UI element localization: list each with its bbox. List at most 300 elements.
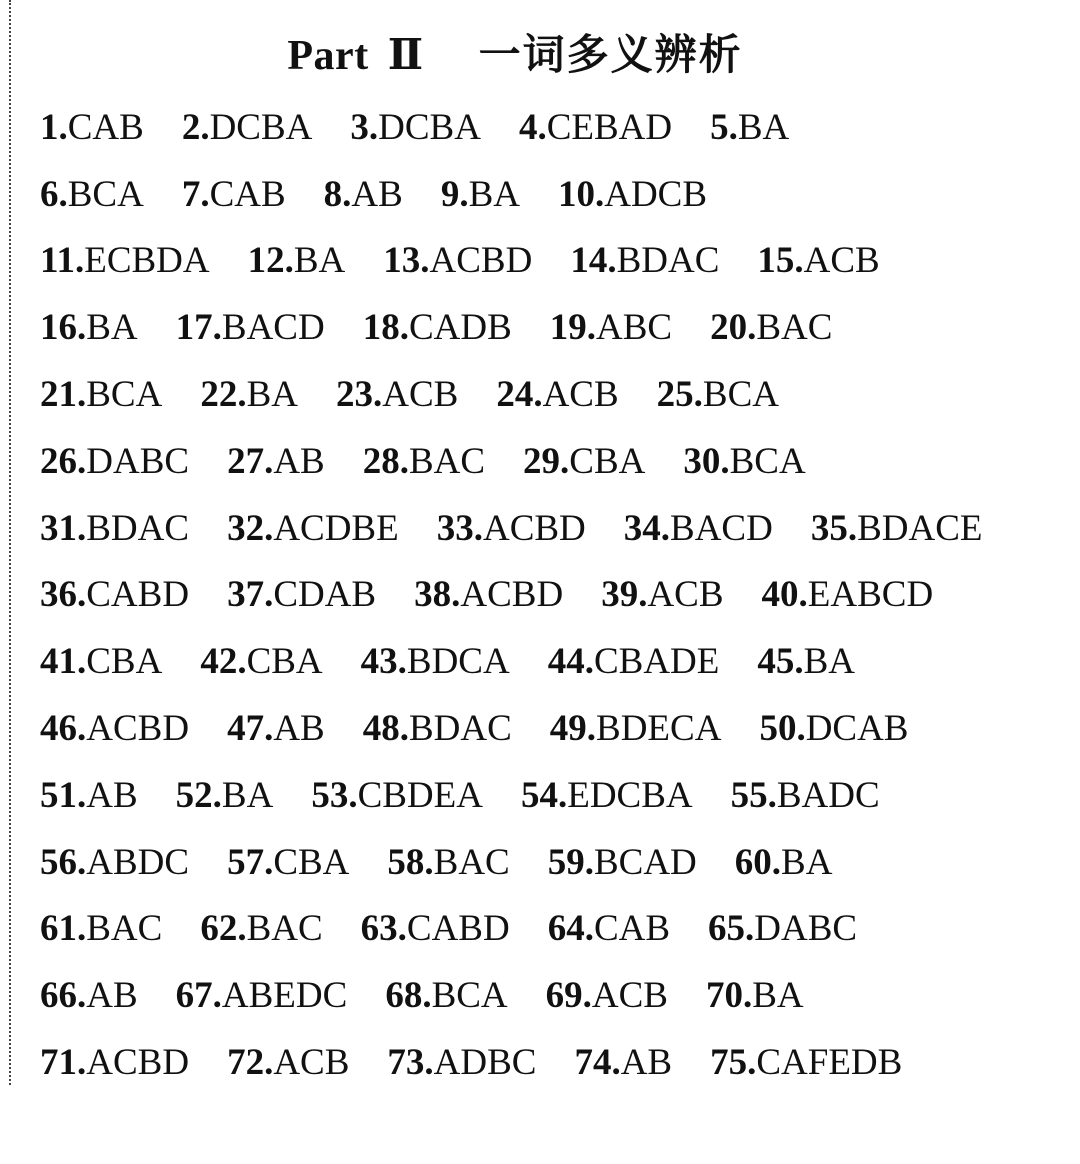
answer-row bbox=[40, 829, 1060, 896]
question-number: 2 bbox=[181, 106, 201, 148]
answer-letters: ADBC bbox=[433, 1042, 537, 1084]
number-separator: . bbox=[77, 1042, 87, 1084]
answer-item bbox=[40, 841, 190, 883]
answer-item bbox=[362, 307, 512, 349]
number-separator: . bbox=[611, 1042, 621, 1084]
number-separator: . bbox=[77, 708, 87, 750]
question-number: 14 bbox=[570, 240, 608, 282]
answer-item bbox=[656, 374, 779, 416]
question-number: 34 bbox=[623, 507, 661, 549]
answer-item bbox=[311, 774, 483, 816]
number-separator: . bbox=[422, 975, 432, 1017]
answer-letters: CABD bbox=[406, 908, 510, 950]
question-number: 7 bbox=[181, 173, 201, 215]
number-separator: . bbox=[77, 975, 87, 1017]
question-number: 64 bbox=[547, 908, 585, 950]
answer-item bbox=[200, 908, 323, 950]
answer-letters: CBA bbox=[86, 641, 163, 683]
answer-letters: BADC bbox=[776, 774, 880, 816]
answer-item bbox=[523, 440, 646, 482]
answer-item bbox=[383, 240, 533, 282]
answer-item bbox=[227, 507, 399, 549]
answer-letters: BDACE bbox=[857, 507, 983, 549]
answer-item bbox=[436, 507, 586, 549]
question-number: 42 bbox=[200, 641, 238, 683]
question-number: 9 bbox=[440, 173, 460, 215]
answer-item bbox=[547, 641, 720, 683]
number-separator: . bbox=[264, 507, 274, 549]
answer-letters: BAC bbox=[756, 307, 833, 349]
question-number: 57 bbox=[227, 841, 265, 883]
answer-letters: DCBA bbox=[209, 106, 313, 148]
answer-item bbox=[40, 708, 190, 750]
answer-item bbox=[810, 507, 983, 549]
number-separator: . bbox=[58, 173, 68, 215]
question-number: 54 bbox=[520, 774, 558, 816]
answer-letters: BA bbox=[781, 841, 833, 883]
answer-item bbox=[40, 507, 190, 549]
answer-item bbox=[40, 574, 190, 616]
number-separator: . bbox=[58, 106, 68, 148]
answer-item bbox=[360, 641, 510, 683]
answer-item bbox=[40, 975, 138, 1017]
answer-item bbox=[387, 841, 510, 883]
answer-item bbox=[323, 173, 403, 215]
answer-letters: AB bbox=[86, 774, 138, 816]
number-separator: . bbox=[212, 307, 222, 349]
title-part: Part bbox=[287, 33, 369, 79]
question-number: 24 bbox=[496, 374, 534, 416]
question-number: 65 bbox=[708, 908, 746, 950]
number-separator: . bbox=[745, 908, 755, 950]
title-roman-numeral: Ⅱ bbox=[387, 33, 424, 79]
number-separator: . bbox=[212, 774, 222, 816]
answer-letters: ACB bbox=[273, 1042, 350, 1084]
answer-letters: CABD bbox=[86, 574, 190, 616]
answer-item bbox=[601, 574, 724, 616]
answer-item bbox=[761, 574, 934, 616]
answer-letters: BDAC bbox=[616, 240, 720, 282]
answer-item bbox=[708, 908, 858, 950]
question-number: 20 bbox=[710, 307, 748, 349]
number-separator: . bbox=[607, 240, 617, 282]
dotted-margin-line bbox=[9, 0, 11, 1085]
question-number: 5 bbox=[710, 106, 729, 148]
answer-grid bbox=[40, 94, 1060, 1096]
number-separator: . bbox=[397, 641, 407, 683]
number-separator: . bbox=[264, 440, 274, 482]
number-separator: . bbox=[847, 507, 858, 549]
answer-item bbox=[683, 440, 806, 482]
answer-letters: BA bbox=[221, 774, 274, 816]
answer-letters: AB bbox=[86, 975, 138, 1017]
answer-letters: BCA bbox=[729, 440, 806, 482]
number-separator: . bbox=[372, 374, 383, 416]
number-separator: . bbox=[264, 841, 274, 883]
number-separator: . bbox=[798, 574, 808, 616]
number-separator: . bbox=[584, 641, 594, 683]
number-separator: . bbox=[237, 641, 247, 683]
answer-row bbox=[40, 361, 1060, 428]
answer-row bbox=[40, 228, 1060, 295]
question-number: 17 bbox=[175, 307, 213, 349]
question-number: 25 bbox=[656, 374, 694, 416]
answer-item bbox=[181, 106, 313, 148]
number-separator: . bbox=[212, 975, 222, 1017]
question-number: 52 bbox=[175, 774, 213, 816]
question-number: 37 bbox=[227, 574, 265, 616]
answer-item bbox=[40, 1042, 190, 1084]
answer-letters: CADB bbox=[408, 307, 512, 349]
number-separator: . bbox=[74, 240, 85, 282]
question-number: 44 bbox=[547, 641, 585, 683]
question-number: 45 bbox=[757, 641, 795, 683]
number-separator: . bbox=[348, 774, 358, 816]
number-separator: . bbox=[77, 307, 87, 349]
answer-letters: BA bbox=[737, 106, 790, 148]
answer-item bbox=[40, 908, 163, 950]
answer-row bbox=[40, 94, 1060, 161]
answer-item bbox=[181, 173, 286, 215]
answer-letters: CBA bbox=[569, 440, 646, 482]
answer-letters: CAFEDB bbox=[756, 1042, 903, 1084]
answer-item bbox=[227, 440, 325, 482]
question-number: 60 bbox=[734, 841, 772, 883]
number-separator: . bbox=[77, 507, 87, 549]
question-number: 30 bbox=[683, 440, 721, 482]
answer-item bbox=[40, 641, 163, 683]
number-separator: . bbox=[77, 641, 87, 683]
answer-letters: BA bbox=[293, 240, 346, 282]
question-number: 19 bbox=[549, 307, 587, 349]
answer-item bbox=[40, 307, 138, 349]
number-separator: . bbox=[794, 641, 804, 683]
number-separator: . bbox=[420, 240, 430, 282]
answer-letters: ADCB bbox=[604, 173, 708, 215]
number-separator: . bbox=[77, 574, 87, 616]
question-number: 50 bbox=[759, 708, 797, 750]
number-separator: . bbox=[459, 173, 469, 215]
question-number: 58 bbox=[387, 841, 425, 883]
answer-item bbox=[757, 641, 856, 683]
number-separator: . bbox=[399, 440, 409, 482]
number-separator: . bbox=[557, 774, 568, 816]
answer-letters: BDAC bbox=[86, 507, 190, 549]
answer-item bbox=[710, 307, 833, 349]
answer-letters: CBA bbox=[246, 641, 323, 683]
answer-letters: ACB bbox=[803, 240, 880, 282]
answer-item bbox=[227, 841, 350, 883]
answer-letters: ACBD bbox=[429, 240, 533, 282]
number-separator: . bbox=[560, 440, 570, 482]
answer-row bbox=[40, 428, 1060, 495]
number-separator: . bbox=[747, 1042, 757, 1084]
answer-item bbox=[175, 975, 348, 1017]
answer-letters: BCA bbox=[86, 374, 163, 416]
answer-letters: AB bbox=[351, 173, 403, 215]
question-number: 29 bbox=[523, 440, 561, 482]
question-number: 15 bbox=[757, 240, 795, 282]
question-number: 53 bbox=[311, 774, 349, 816]
question-number: 18 bbox=[362, 307, 400, 349]
number-separator: . bbox=[284, 240, 294, 282]
answer-letters: ACB bbox=[382, 374, 459, 416]
question-number: 32 bbox=[227, 507, 265, 549]
answer-item bbox=[549, 307, 673, 349]
question-number: 56 bbox=[40, 841, 77, 883]
question-number: 73 bbox=[387, 1042, 425, 1084]
answer-letters: ECBDA bbox=[84, 240, 210, 282]
number-separator: . bbox=[771, 841, 782, 883]
answer-item bbox=[362, 708, 512, 750]
question-number: 61 bbox=[40, 908, 77, 950]
question-number: 13 bbox=[383, 240, 421, 282]
number-separator: . bbox=[397, 908, 407, 950]
question-number: 69 bbox=[545, 975, 583, 1017]
answer-letters: BAC bbox=[246, 908, 323, 950]
answer-letters: ABDC bbox=[86, 841, 190, 883]
answer-letters: AB bbox=[273, 440, 325, 482]
answer-letters: BAC bbox=[86, 908, 163, 950]
number-separator: . bbox=[794, 240, 804, 282]
question-number: 38 bbox=[414, 574, 452, 616]
answer-letters: CBA bbox=[273, 841, 350, 883]
answer-row bbox=[40, 695, 1060, 762]
question-number: 43 bbox=[360, 641, 398, 683]
answer-item bbox=[547, 841, 697, 883]
question-number: 49 bbox=[549, 708, 587, 750]
number-separator: . bbox=[747, 307, 757, 349]
question-number: 74 bbox=[574, 1042, 612, 1084]
number-separator: . bbox=[77, 774, 87, 816]
answer-row bbox=[40, 161, 1060, 228]
number-separator: . bbox=[594, 173, 605, 215]
answer-item bbox=[545, 975, 668, 1017]
answer-item bbox=[570, 240, 720, 282]
answer-item bbox=[440, 173, 520, 215]
number-separator: . bbox=[586, 307, 597, 349]
question-number: 3 bbox=[350, 106, 369, 148]
answer-row bbox=[40, 762, 1060, 829]
answer-letters: BDAC bbox=[408, 708, 512, 750]
answer-item bbox=[730, 774, 880, 816]
question-number: 62 bbox=[200, 908, 238, 950]
question-number: 6 bbox=[40, 173, 59, 215]
answer-item bbox=[200, 374, 298, 416]
answer-letters: BACD bbox=[670, 507, 773, 549]
answer-item bbox=[247, 240, 346, 282]
question-number: 36 bbox=[40, 574, 77, 616]
number-separator: . bbox=[582, 975, 592, 1017]
question-number: 47 bbox=[227, 708, 265, 750]
answer-item bbox=[40, 374, 163, 416]
answer-letters: CBDEA bbox=[357, 774, 483, 816]
answer-letters: ACB bbox=[591, 975, 668, 1017]
answer-letters: ACB bbox=[542, 374, 619, 416]
answer-item bbox=[350, 106, 481, 148]
number-separator: . bbox=[264, 708, 274, 750]
question-number: 59 bbox=[547, 841, 585, 883]
answer-letters: ABC bbox=[596, 307, 673, 349]
question-number: 55 bbox=[730, 774, 768, 816]
number-separator: . bbox=[767, 774, 777, 816]
answer-item bbox=[227, 708, 325, 750]
number-separator: . bbox=[237, 908, 247, 950]
answer-letters: ACDBE bbox=[273, 507, 399, 549]
question-number: 41 bbox=[40, 641, 77, 683]
number-separator: . bbox=[451, 574, 461, 616]
question-number: 72 bbox=[227, 1042, 265, 1084]
number-separator: . bbox=[584, 841, 594, 883]
number-separator: . bbox=[77, 841, 87, 883]
answer-letters: ACBD bbox=[86, 708, 190, 750]
answer-letters: EABCD bbox=[807, 574, 934, 616]
answer-row bbox=[40, 294, 1060, 361]
answer-item bbox=[414, 574, 564, 616]
question-number: 48 bbox=[362, 708, 400, 750]
question-number: 23 bbox=[335, 374, 373, 416]
question-number: 66 bbox=[40, 975, 77, 1017]
answer-letters: BACD bbox=[221, 307, 325, 349]
answer-letters: AB bbox=[273, 708, 325, 750]
answer-letters: ACBD bbox=[460, 574, 564, 616]
question-number: 75 bbox=[710, 1042, 748, 1084]
answer-item bbox=[40, 440, 190, 482]
number-separator: . bbox=[584, 908, 594, 950]
question-number: 70 bbox=[705, 975, 743, 1017]
page-title bbox=[0, 22, 1030, 82]
question-number: 22 bbox=[200, 374, 238, 416]
answer-item bbox=[362, 440, 486, 482]
number-separator: . bbox=[424, 1042, 434, 1084]
answer-letters: BCA bbox=[431, 975, 508, 1017]
answer-item bbox=[705, 975, 804, 1017]
answer-item bbox=[734, 841, 833, 883]
answer-letters: BA bbox=[468, 173, 520, 215]
number-separator: . bbox=[660, 507, 671, 549]
question-number: 12 bbox=[247, 240, 285, 282]
question-number: 26 bbox=[40, 440, 77, 482]
answer-letters: ACBD bbox=[482, 507, 586, 549]
number-separator: . bbox=[537, 106, 547, 148]
answer-letters: CDAB bbox=[273, 574, 377, 616]
question-number: 28 bbox=[362, 440, 400, 482]
answer-letters: ACB bbox=[647, 574, 724, 616]
question-number: 21 bbox=[40, 374, 77, 416]
answer-letters: BDCA bbox=[406, 641, 510, 683]
answer-row bbox=[40, 896, 1060, 963]
answer-letters: DABC bbox=[754, 908, 858, 950]
question-number: 39 bbox=[601, 574, 639, 616]
number-separator: . bbox=[77, 374, 87, 416]
answer-letters: BCA bbox=[702, 374, 779, 416]
question-number: 71 bbox=[40, 1042, 77, 1084]
answer-letters: CEBAD bbox=[546, 106, 673, 148]
answer-letters: EDCBA bbox=[567, 774, 693, 816]
answer-letters: BAC bbox=[433, 841, 510, 883]
answer-letters: ABEDC bbox=[221, 975, 348, 1017]
answer-item bbox=[387, 1042, 537, 1084]
answer-item bbox=[360, 908, 510, 950]
answer-letters: BAC bbox=[408, 440, 486, 482]
number-separator: . bbox=[533, 374, 543, 416]
answer-row bbox=[40, 628, 1060, 695]
answer-letters: CAB bbox=[593, 908, 671, 950]
question-number: 8 bbox=[323, 173, 343, 215]
question-number: 51 bbox=[40, 774, 77, 816]
answer-item bbox=[40, 173, 144, 215]
title-topic: 一词多义辨析 bbox=[478, 30, 743, 79]
answer-letters: ACBD bbox=[86, 1042, 190, 1084]
question-number: 27 bbox=[227, 440, 265, 482]
answer-item bbox=[759, 708, 909, 750]
answer-item bbox=[757, 240, 880, 282]
answer-letters: CAB bbox=[209, 173, 286, 215]
question-number: 16 bbox=[40, 307, 77, 349]
number-separator: . bbox=[796, 708, 806, 750]
answer-letters: AB bbox=[620, 1042, 673, 1084]
number-separator: . bbox=[264, 1042, 274, 1084]
answer-row bbox=[40, 562, 1060, 629]
answer-item bbox=[574, 1042, 673, 1084]
question-number: 4 bbox=[518, 106, 538, 148]
answer-letters: BCAD bbox=[593, 841, 697, 883]
question-number: 68 bbox=[385, 975, 423, 1017]
question-number: 31 bbox=[40, 507, 77, 549]
answer-item bbox=[710, 106, 790, 148]
number-separator: . bbox=[693, 374, 703, 416]
answer-item bbox=[227, 1042, 350, 1084]
number-separator: . bbox=[728, 106, 738, 148]
number-separator: . bbox=[264, 574, 274, 616]
answer-item bbox=[557, 173, 708, 215]
number-separator: . bbox=[200, 173, 210, 215]
answer-row bbox=[40, 1029, 1060, 1096]
answer-letters: BCA bbox=[67, 173, 144, 215]
question-number: 10 bbox=[557, 173, 595, 215]
number-separator: . bbox=[742, 975, 753, 1017]
answer-item bbox=[175, 307, 325, 349]
answer-item bbox=[175, 774, 274, 816]
answer-item bbox=[40, 774, 138, 816]
answer-item bbox=[549, 708, 722, 750]
answer-letters: BA bbox=[86, 307, 138, 349]
number-separator: . bbox=[237, 374, 247, 416]
answer-letters: DABC bbox=[86, 440, 190, 482]
answer-letters: BA bbox=[246, 374, 298, 416]
answer-item bbox=[623, 507, 773, 549]
answer-row bbox=[40, 962, 1060, 1029]
question-number: 46 bbox=[40, 708, 77, 750]
answer-item bbox=[40, 240, 210, 282]
answer-row bbox=[40, 495, 1060, 562]
number-separator: . bbox=[638, 574, 648, 616]
number-separator: . bbox=[399, 708, 409, 750]
number-separator: . bbox=[77, 908, 87, 950]
number-separator: . bbox=[368, 106, 379, 148]
number-separator: . bbox=[586, 708, 597, 750]
number-separator: . bbox=[200, 106, 210, 148]
question-number: 1 bbox=[40, 106, 59, 148]
answer-item bbox=[520, 774, 693, 816]
answer-letters: CAB bbox=[67, 106, 144, 148]
answer-item bbox=[40, 106, 144, 148]
number-separator: . bbox=[473, 507, 483, 549]
number-separator: . bbox=[399, 307, 409, 349]
answer-letters: BDECA bbox=[596, 708, 722, 750]
answer-letters: BA bbox=[752, 975, 804, 1017]
answer-item bbox=[385, 975, 508, 1017]
